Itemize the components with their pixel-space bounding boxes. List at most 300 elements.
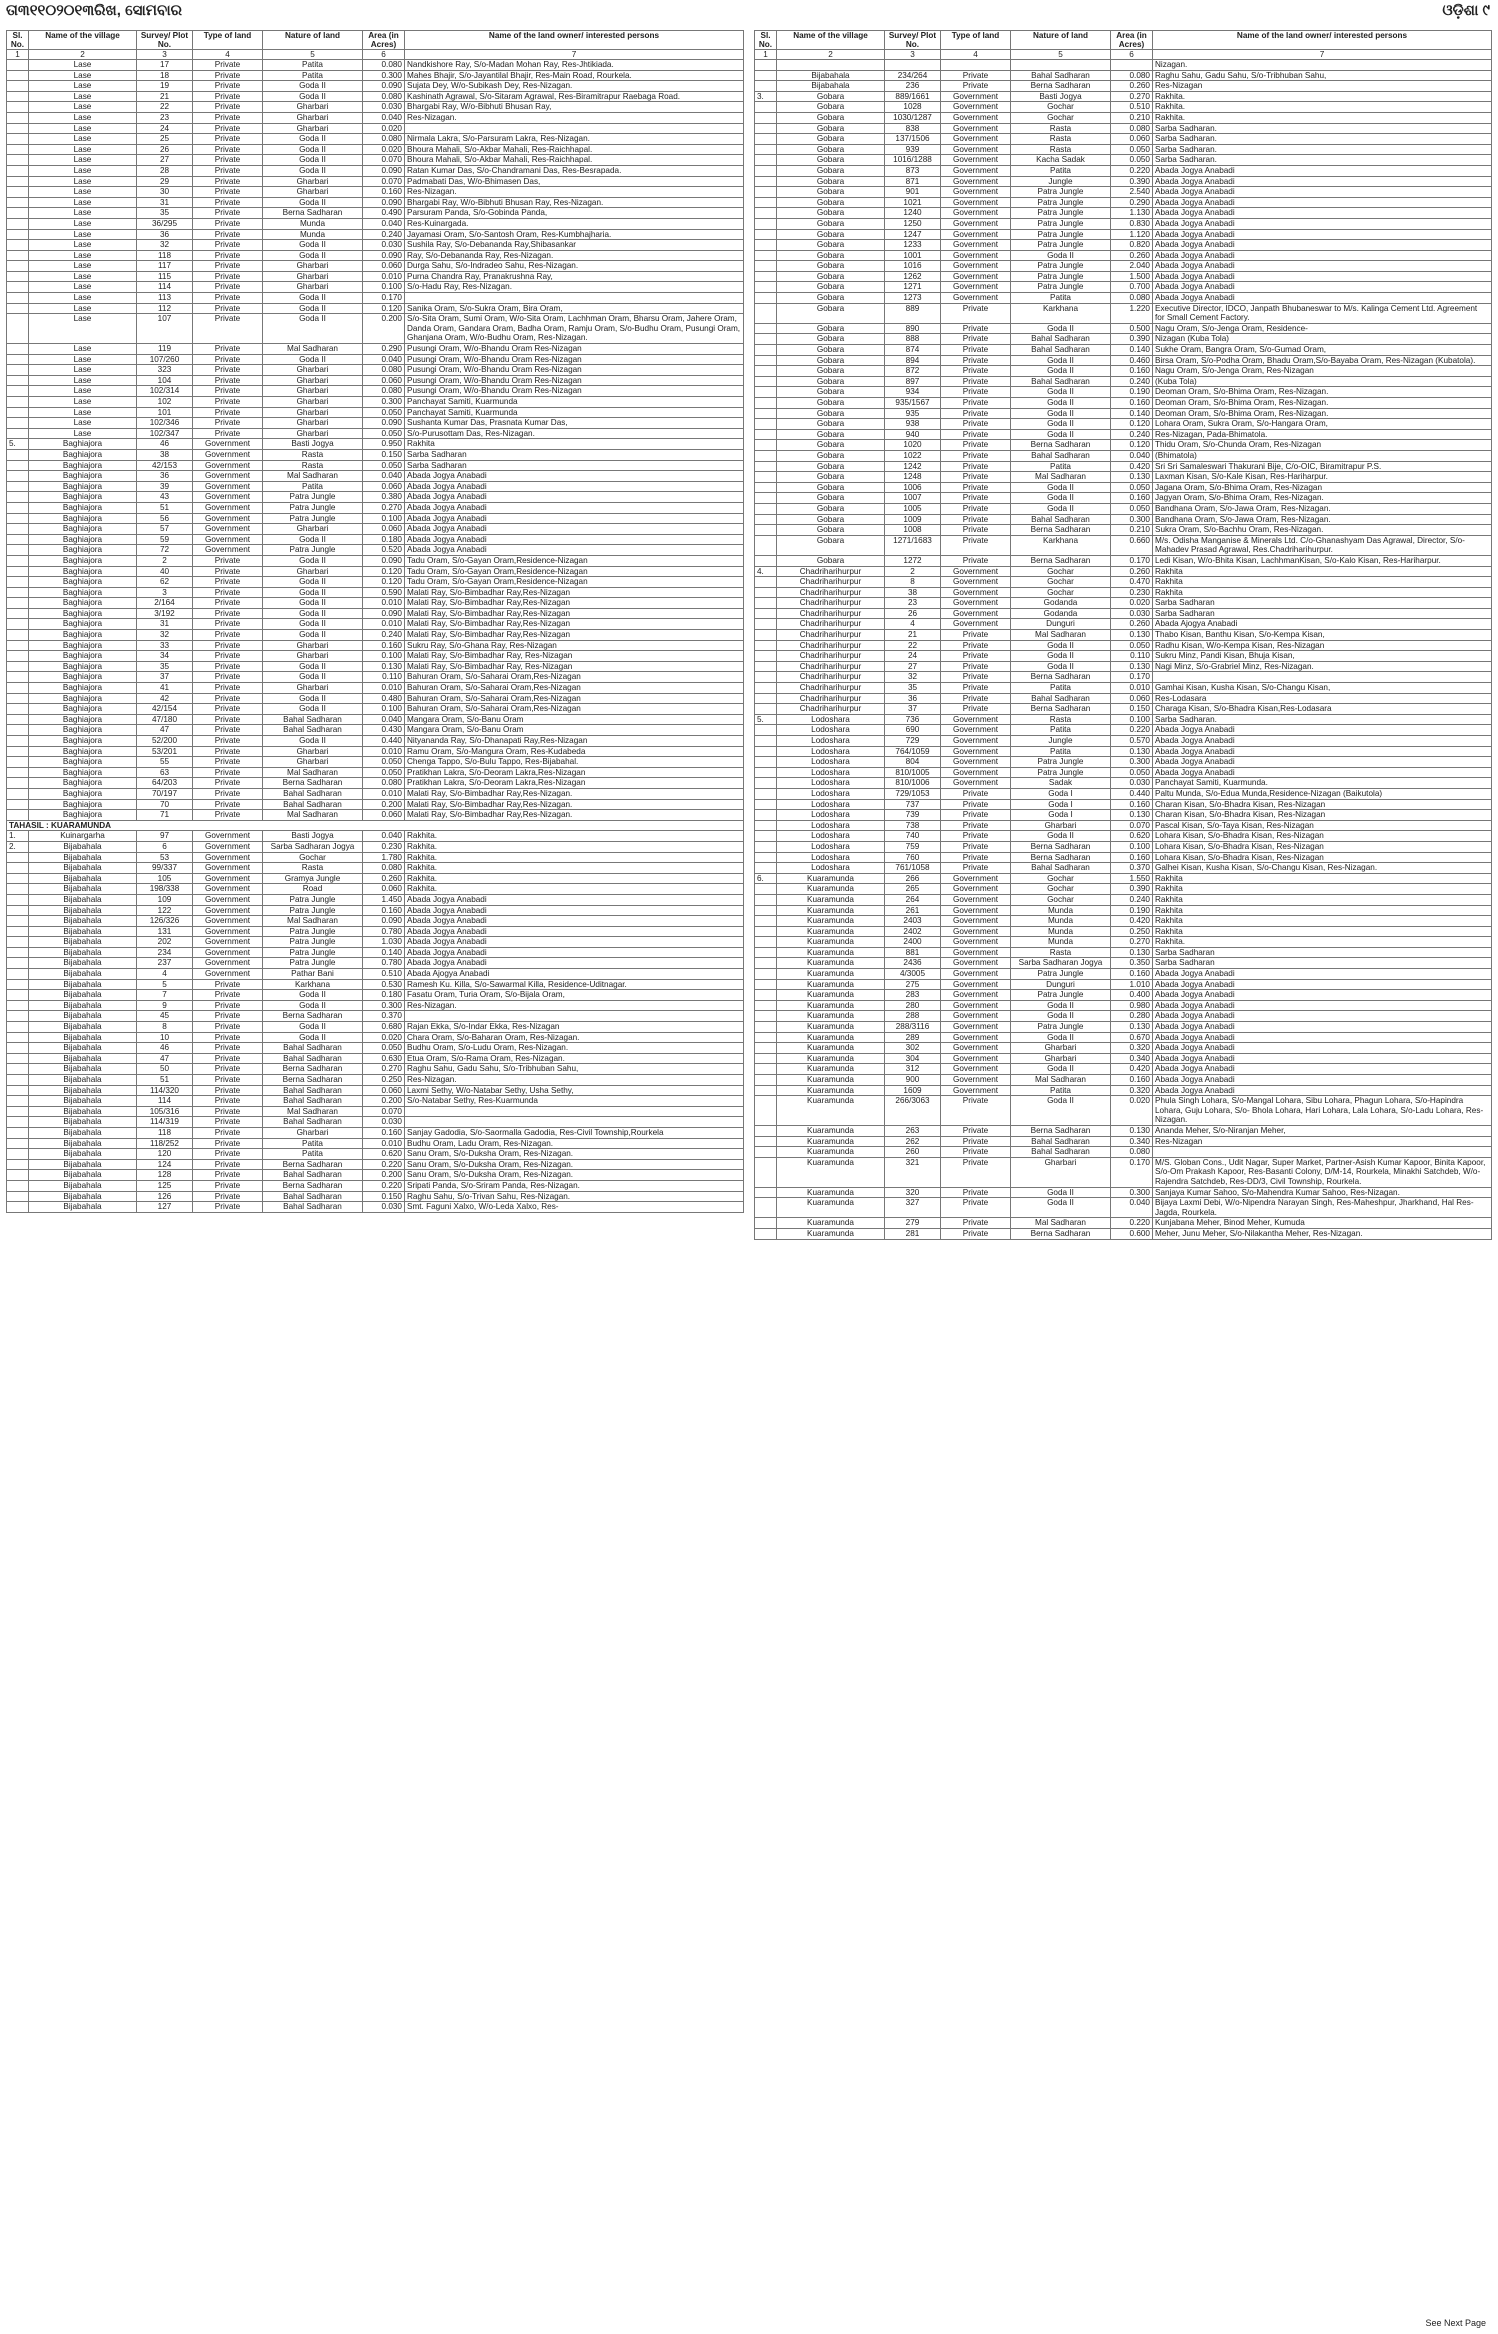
- cell-owner: Sanu Oram, S/o-Duksha Oram, Res-Nizagan.: [405, 1170, 744, 1181]
- cell-plot-no: 889: [885, 303, 941, 323]
- cell-area: 0.110: [1111, 651, 1153, 662]
- cell-land-type: Private: [193, 271, 263, 282]
- cell-owner: Abada Jogya Anabadi: [1153, 1075, 1492, 1086]
- cell-sl-no: [7, 303, 29, 314]
- cell-village: Gobara: [777, 261, 885, 272]
- cell-village: Gobara: [777, 503, 885, 514]
- cell-land-type: Private: [193, 365, 263, 376]
- cell-land-nature: Munda: [263, 229, 363, 240]
- cell-owner: Rakhita: [1153, 884, 1492, 895]
- cell-village: Kuaramunda: [777, 894, 885, 905]
- cell-sl-no: [755, 197, 777, 208]
- cell-owner: Res-Nizagan.: [405, 112, 744, 123]
- table-row: [7, 439, 744, 450]
- cell-village: Lase: [29, 375, 137, 386]
- cell-land-nature: Berna Sadharan: [263, 1075, 363, 1086]
- cell-area: 0.160: [1111, 969, 1153, 980]
- cell-owner: Res-Kuinargada.: [405, 218, 744, 229]
- table-row: [755, 1032, 1492, 1043]
- cell-area: 0.060: [363, 481, 405, 492]
- cell-land-type: Government: [941, 757, 1011, 768]
- cell-land-nature: Bahal Sadharan: [1011, 514, 1111, 525]
- cell-village: Gobara: [777, 535, 885, 555]
- cell-plot-no: 57: [137, 524, 193, 535]
- cell-owner: Padmabati Das, W/o-Bhimasen Das,: [405, 176, 744, 187]
- cell-land-type: Government: [193, 841, 263, 852]
- cell-owner: Sarba Sadharan: [1153, 598, 1492, 609]
- cell-land-nature: Mal Sadharan: [1011, 472, 1111, 483]
- cell-land-nature: Patra Jungle: [263, 905, 363, 916]
- cell-village: Bijabahala: [29, 1043, 137, 1054]
- table-row: [755, 387, 1492, 398]
- cell-sl-no: [755, 112, 777, 123]
- cell-owner: Ananda Meher, S/o-Niranjan Meher,: [1153, 1125, 1492, 1136]
- cell-land-type: Government: [941, 587, 1011, 598]
- cell-land-nature: Berna Sadharan: [1011, 525, 1111, 536]
- cell-sl-no: [755, 387, 777, 398]
- cell-plot-no: 118/252: [137, 1138, 193, 1149]
- cell-village: Lodoshara: [777, 778, 885, 789]
- cell-land-type: Government: [193, 863, 263, 874]
- cell-owner: Pusungi Oram, W/o-Bhandu Oram Res-Nizagan: [405, 386, 744, 397]
- cell-area: 0.070: [363, 155, 405, 166]
- cell-plot-no: 740: [885, 831, 941, 842]
- cell-area: 0.390: [1111, 176, 1153, 187]
- cell-owner: Malati Ray, S/o-Bimbadhar Ray,Res-Nizagan: [405, 608, 744, 619]
- cell-village: Kuaramunda: [777, 1032, 885, 1043]
- cell-village: Baghiajora: [29, 471, 137, 482]
- cell-sl-no: [7, 672, 29, 683]
- cell-village: Bijabahala: [777, 81, 885, 92]
- table-row: [7, 134, 744, 145]
- cell-plot-no: 234/264: [885, 70, 941, 81]
- cell-area: 0.060: [363, 884, 405, 895]
- cell-land-type: Government: [941, 916, 1011, 927]
- cell-land-type: Private: [941, 841, 1011, 852]
- cell-plot-no: 894: [885, 355, 941, 366]
- cell-area: 0.060: [363, 1085, 405, 1096]
- cell-area: 0.150: [363, 449, 405, 460]
- cell-area: 0.050: [363, 767, 405, 778]
- cell-village: Lodoshara: [777, 799, 885, 810]
- cell-village: Kuaramunda: [777, 937, 885, 948]
- cell-plot-no: 280: [885, 1000, 941, 1011]
- table-row: [7, 746, 744, 757]
- cell-land-nature: Basti Jogya: [1011, 91, 1111, 102]
- page-header: [0, 0, 1498, 22]
- cell-sl-no: [7, 155, 29, 166]
- cell-area: 0.010: [363, 683, 405, 694]
- cell-plot-no: 881: [885, 947, 941, 958]
- cell-owner: Sarba Sadharan.: [1153, 144, 1492, 155]
- table-row: [755, 1187, 1492, 1198]
- cell-village: Kuaramunda: [777, 1064, 885, 1075]
- cell-village: Kuaramunda: [777, 1000, 885, 1011]
- table-row: [7, 788, 744, 799]
- cell-sl-no: 2.: [7, 841, 29, 852]
- cell-sl-no: [755, 155, 777, 166]
- cell-area: 0.370: [363, 1011, 405, 1022]
- cell-sl-no: [7, 502, 29, 513]
- cell-village: Baghiajora: [29, 460, 137, 471]
- cell-village: Bijabahala: [29, 1032, 137, 1043]
- cell-plot-no: 871: [885, 176, 941, 187]
- cell-land-type: Private: [193, 1138, 263, 1149]
- cell-village: Gobara: [777, 419, 885, 430]
- table-row: [7, 112, 744, 123]
- cell-owner: Abada Jogya Anabadi: [1153, 187, 1492, 198]
- cell-owner: Sukhe Oram, Bangra Oram, S/o-Gumad Oram,: [1153, 345, 1492, 356]
- cell-owner: Rakhita.: [405, 852, 744, 863]
- cell-land-nature: Gochar: [1011, 873, 1111, 884]
- cell-owner: Bahuran Oram, S/o-Saharai Oram,Res-Nizagan: [405, 704, 744, 715]
- cell-sl-no: [7, 746, 29, 757]
- cell-owner: Abada Jogya Anabadi: [405, 894, 744, 905]
- cell-area: 0.950: [363, 439, 405, 450]
- cell-land-nature: Goda II: [1011, 1011, 1111, 1022]
- cell-village: Kuaramunda: [777, 1228, 885, 1239]
- cell-village: Lase: [29, 144, 137, 155]
- cell-land-type: Government: [941, 229, 1011, 240]
- cell-owner: [1153, 1147, 1492, 1158]
- cell-owner: Abada Jogya Anabadi: [405, 916, 744, 927]
- cell-area: 0.060: [363, 261, 405, 272]
- table-row: [7, 810, 744, 821]
- table-row: [755, 514, 1492, 525]
- cell-area: 0.240: [1111, 376, 1153, 387]
- cell-village: Lase: [29, 314, 137, 344]
- cell-owner: Budhu Oram, S/o-Ludu Oram, Res-Nizagan.: [405, 1043, 744, 1054]
- cell-area: 0.130: [1111, 1125, 1153, 1136]
- cell-land-nature: Gharbari: [263, 123, 363, 134]
- cell-area: 0.230: [1111, 587, 1153, 598]
- cell-area: 0.230: [363, 841, 405, 852]
- cell-land-type: Government: [941, 1000, 1011, 1011]
- cell-owner: Nagu Oram, S/o-Jenga Oram, Res-Nizagan: [1153, 366, 1492, 377]
- table-row: [7, 916, 744, 927]
- cell-plot-no: 26: [137, 144, 193, 155]
- cell-owner: Pusungi Oram, W/o-Bhandu Oram Res-Nizagan: [405, 354, 744, 365]
- cell-owner: Rajan Ekka, S/o-Indar Ekka, Res-Nizagan: [405, 1022, 744, 1033]
- cell-sl-no: [755, 1198, 777, 1218]
- cell-village: Bijabahala: [29, 1202, 137, 1213]
- cell-sl-no: [7, 428, 29, 439]
- cell-sl-no: [7, 1053, 29, 1064]
- cell-area: 0.080: [363, 778, 405, 789]
- cell-plot-no: 1233: [885, 240, 941, 251]
- cell-village: Kuaramunda: [777, 958, 885, 969]
- cell-area: 0.020: [363, 1032, 405, 1043]
- cell-land-type: Government: [941, 926, 1011, 937]
- cell-plot-no: 36: [137, 229, 193, 240]
- cell-area: 0.080: [363, 365, 405, 376]
- cell-owner: Rakhita.: [405, 873, 744, 884]
- cell-sl-no: [7, 449, 29, 460]
- table-row: [7, 736, 744, 747]
- cell-area: 0.040: [363, 714, 405, 725]
- cell-land-type: Government: [193, 545, 263, 556]
- cell-village: Kuaramunda: [777, 1085, 885, 1096]
- cell-area: 0.200: [363, 1170, 405, 1181]
- cell-area: 0.460: [1111, 355, 1153, 366]
- section-heading: TAHASIL : KUARAMUNDA: [7, 820, 744, 831]
- table-row: [7, 566, 744, 577]
- cell-sl-no: [755, 334, 777, 345]
- table-row: [755, 916, 1492, 927]
- cell-land-nature: Gharbari: [263, 640, 363, 651]
- cell-land-type: Private: [193, 1170, 263, 1181]
- table-row: [755, 323, 1492, 334]
- cell-owner: Abada Ajogya Anabadi: [1153, 619, 1492, 630]
- cell-land-nature: Gharbari: [1011, 820, 1111, 831]
- cell-land-nature: Goda II: [1011, 387, 1111, 398]
- table-row: [755, 123, 1492, 134]
- cell-plot-no: 118: [137, 250, 193, 261]
- cell-land-nature: Rasta: [1011, 144, 1111, 155]
- cell-village: Baghiajora: [29, 672, 137, 683]
- cell-area: 0.160: [1111, 366, 1153, 377]
- cell-land-type: Government: [193, 937, 263, 948]
- column-number: 1: [755, 50, 777, 60]
- cell-area: 0.080: [363, 863, 405, 874]
- cell-area: 0.680: [363, 1022, 405, 1033]
- cell-village: Kuaramunda: [777, 1147, 885, 1158]
- cell-sl-no: [755, 282, 777, 293]
- table-row: [7, 545, 744, 556]
- cell-area: 0.270: [363, 502, 405, 513]
- cell-village: Gobara: [777, 208, 885, 219]
- cell-sl-no: [7, 197, 29, 208]
- cell-village: Kuaramunda: [777, 884, 885, 895]
- cell-owner: Res-Nizagan.: [405, 1075, 744, 1086]
- cell-area: 0.400: [1111, 990, 1153, 1001]
- cell-owner: Abada Ajogya Anabadi: [405, 969, 744, 980]
- table-row: [7, 820, 744, 831]
- cell-area: 0.090: [363, 916, 405, 927]
- cell-land-type: Private: [193, 303, 263, 314]
- cell-area: 0.130: [1111, 472, 1153, 483]
- cell-village: Kuaramunda: [777, 969, 885, 980]
- cell-area: 0.080: [363, 60, 405, 71]
- cell-land-type: Government: [193, 958, 263, 969]
- cell-village: Gobara: [777, 155, 885, 166]
- table-row: [7, 534, 744, 545]
- cell-plot-no: 289: [885, 1032, 941, 1043]
- cell-owner: Bhargabi Ray, W/o-Bibhuti Bhusan Ray,: [405, 102, 744, 113]
- table-row: [7, 449, 744, 460]
- cell-land-nature: Mal Sadharan: [263, 344, 363, 355]
- cell-land-type: Private: [941, 493, 1011, 504]
- cell-sl-no: [755, 958, 777, 969]
- cell-land-nature: Dunguri: [1011, 619, 1111, 630]
- cell-owner: Abada Jogya Anabadi: [405, 958, 744, 969]
- cell-plot-no: 112: [137, 303, 193, 314]
- cell-owner: Panchayat Samiti, Kuarmunda: [405, 407, 744, 418]
- cell-land-nature: Goda II: [263, 534, 363, 545]
- cell-land-nature: Bahal Sadharan: [263, 1096, 363, 1107]
- cell-land-nature: Gharbari: [263, 386, 363, 397]
- cell-area: 0.030: [363, 1117, 405, 1128]
- cell-village: Lase: [29, 91, 137, 102]
- cell-land-nature: Patra Jungle: [1011, 218, 1111, 229]
- cell-village: Lodoshara: [777, 767, 885, 778]
- cell-area: 0.630: [363, 1053, 405, 1064]
- cell-sl-no: [7, 261, 29, 272]
- cell-owner: Kunjabana Meher, Binod Meher, Kumuda: [1153, 1218, 1492, 1229]
- table-row: [7, 176, 744, 187]
- cell-area: 0.060: [1111, 134, 1153, 145]
- cell-land-type: Government: [941, 714, 1011, 725]
- cell-land-nature: Berna Sadharan: [263, 1011, 363, 1022]
- cell-sl-no: [7, 714, 29, 725]
- cell-village: Bijabahala: [29, 947, 137, 958]
- cell-plot-no: 1250: [885, 218, 941, 229]
- table-row: [7, 704, 744, 715]
- cell-owner: [405, 1117, 744, 1128]
- cell-owner: Nirmala Lakra, S/o-Parsuram Lakra, Res-Nizagan.: [405, 134, 744, 145]
- cell-village: Bijabahala: [29, 905, 137, 916]
- cell-owner: Ray, S/o-Debananda Ray, Res-Nizagan.: [405, 250, 744, 261]
- cell-sl-no: [755, 1136, 777, 1147]
- cell-area: 0.040: [363, 112, 405, 123]
- cell-owner: Sukru Ray, S/o-Ghana Ray, Res-Nizagan: [405, 640, 744, 651]
- cell-plot-no: 2403: [885, 916, 941, 927]
- cell-sl-no: [7, 134, 29, 145]
- cell-land-nature: Patra Jungle: [263, 513, 363, 524]
- cell-land-nature: Gharbari: [263, 112, 363, 123]
- cell-sl-no: [7, 176, 29, 187]
- cell-sl-no: [755, 979, 777, 990]
- cell-sl-no: [7, 60, 29, 71]
- cell-land-type: Government: [193, 449, 263, 460]
- cell-sl-no: 1.: [7, 831, 29, 842]
- cell-land-type: Private: [193, 144, 263, 155]
- column-number: 2: [29, 50, 137, 60]
- cell-area: 0.590: [363, 587, 405, 598]
- cell-plot-no: 3: [137, 587, 193, 598]
- cell-village: Lase: [29, 208, 137, 219]
- cell-village: Lase: [29, 407, 137, 418]
- cell-village: Gobara: [777, 366, 885, 377]
- cell-area: 0.050: [363, 428, 405, 439]
- cell-plot-no: 873: [885, 165, 941, 176]
- cell-owner: Abada Jogya Anabadi: [405, 937, 744, 948]
- cell-land-type: Government: [193, 471, 263, 482]
- cell-land-type: Private: [193, 704, 263, 715]
- cell-land-type: Private: [941, 831, 1011, 842]
- table-row: [755, 820, 1492, 831]
- header-area: Area (in Acres): [363, 31, 405, 50]
- cell-land-type: Private: [193, 1191, 263, 1202]
- cell-plot-no: 262: [885, 1136, 941, 1147]
- table-row: [7, 1075, 744, 1086]
- cell-village: Bijabahala: [29, 926, 137, 937]
- cell-plot-no: 36/295: [137, 218, 193, 229]
- cell-village: Bijabahala: [29, 841, 137, 852]
- table-row: [7, 619, 744, 630]
- cell-plot-no: 4: [885, 619, 941, 630]
- table-row: [755, 187, 1492, 198]
- cell-land-type: Private: [941, 704, 1011, 715]
- cell-owner: Sanjaya Kumar Sahoo, S/o-Mahendra Kumar Sahoo, Res-Nizagan.: [1153, 1187, 1492, 1198]
- cell-land-type: Private: [193, 725, 263, 736]
- cell-village: Gobara: [777, 408, 885, 419]
- cell-land-type: Private: [193, 134, 263, 145]
- cell-owner: Etua Oram, S/o-Rama Oram, Res-Nizagan.: [405, 1053, 744, 1064]
- cell-sl-no: [7, 990, 29, 1001]
- cell-sl-no: 3.: [755, 91, 777, 102]
- cell-plot-no: 72: [137, 545, 193, 556]
- cell-land-nature: Gochar: [1011, 894, 1111, 905]
- cell-plot-no: 125: [137, 1180, 193, 1191]
- table-row: [755, 366, 1492, 377]
- cell-area: 0.210: [1111, 525, 1153, 536]
- cell-land-type: Government: [941, 250, 1011, 261]
- cell-owner: Abada Jogya Anabadi: [1153, 282, 1492, 293]
- cell-land-nature: Gochar: [1011, 577, 1111, 588]
- cell-sl-no: [755, 969, 777, 980]
- cell-sl-no: [7, 693, 29, 704]
- cell-village: Bijabahala: [29, 969, 137, 980]
- cell-area: 0.010: [363, 271, 405, 282]
- cell-sl-no: [7, 736, 29, 747]
- cell-owner: Nagu Oram, S/o-Jenga Oram, Residence-: [1153, 323, 1492, 334]
- cell-village: Lase: [29, 60, 137, 71]
- cell-sl-no: [7, 271, 29, 282]
- cell-owner: Panchayat Samiti, Kuarmunda.: [1153, 778, 1492, 789]
- cell-area: 0.080: [1111, 293, 1153, 304]
- cell-land-nature: Goda II: [1011, 1064, 1111, 1075]
- cell-owner: Abada Jogya Anabadi: [1153, 746, 1492, 757]
- cell-land-nature: Berna Sadharan: [1011, 1228, 1111, 1239]
- table-row: [7, 271, 744, 282]
- cell-sl-no: [7, 365, 29, 376]
- cell-land-type: Private: [193, 810, 263, 821]
- see-next-page: See Next Page: [1425, 2318, 1486, 2328]
- table-row: [755, 1228, 1492, 1239]
- cell-sl-no: [755, 208, 777, 219]
- cell-plot-no: 202: [137, 937, 193, 948]
- cell-area: 0.260: [1111, 566, 1153, 577]
- cell-area: 0.520: [363, 545, 405, 556]
- cell-owner: Lohara Kisan, S/o-Bhadra Kisan, Res-Nizagan: [1153, 852, 1492, 863]
- cell-land-nature: Bahal Sadharan: [1011, 334, 1111, 345]
- cell-owner: S/o-Natabar Sethy, Res-Kuarmunda: [405, 1096, 744, 1107]
- cell-plot-no: 40: [137, 566, 193, 577]
- table-row: [7, 661, 744, 672]
- cell-land-nature: Patita: [263, 60, 363, 71]
- cell-plot-no: 62: [137, 577, 193, 588]
- table-row: [755, 218, 1492, 229]
- cell-land-type: Government: [941, 767, 1011, 778]
- table-row: [755, 852, 1492, 863]
- cell-sl-no: [755, 261, 777, 272]
- cell-land-type: Private: [941, 419, 1011, 430]
- cell-owner: Abada Jogya Anabadi: [1153, 1043, 1492, 1054]
- table-row: [755, 577, 1492, 588]
- cell-plot-no: 288/3116: [885, 1022, 941, 1033]
- cell-owner: Sarba Sadharan.: [1153, 714, 1492, 725]
- header-land-nature: Nature of land: [1011, 31, 1111, 50]
- cell-sl-no: [755, 683, 777, 694]
- cell-land-nature: Munda: [1011, 926, 1111, 937]
- cell-land-nature: Mal Sadharan: [263, 810, 363, 821]
- cell-owner: Kashinath Agrawal, S/o-Sitaram Agrawal, Res-Biramitrapur Raebaga Road.: [405, 91, 744, 102]
- cell-owner: Rakhita.: [1153, 937, 1492, 948]
- cell-land-nature: Munda: [1011, 937, 1111, 948]
- table-row: [755, 282, 1492, 293]
- table-row: [7, 979, 744, 990]
